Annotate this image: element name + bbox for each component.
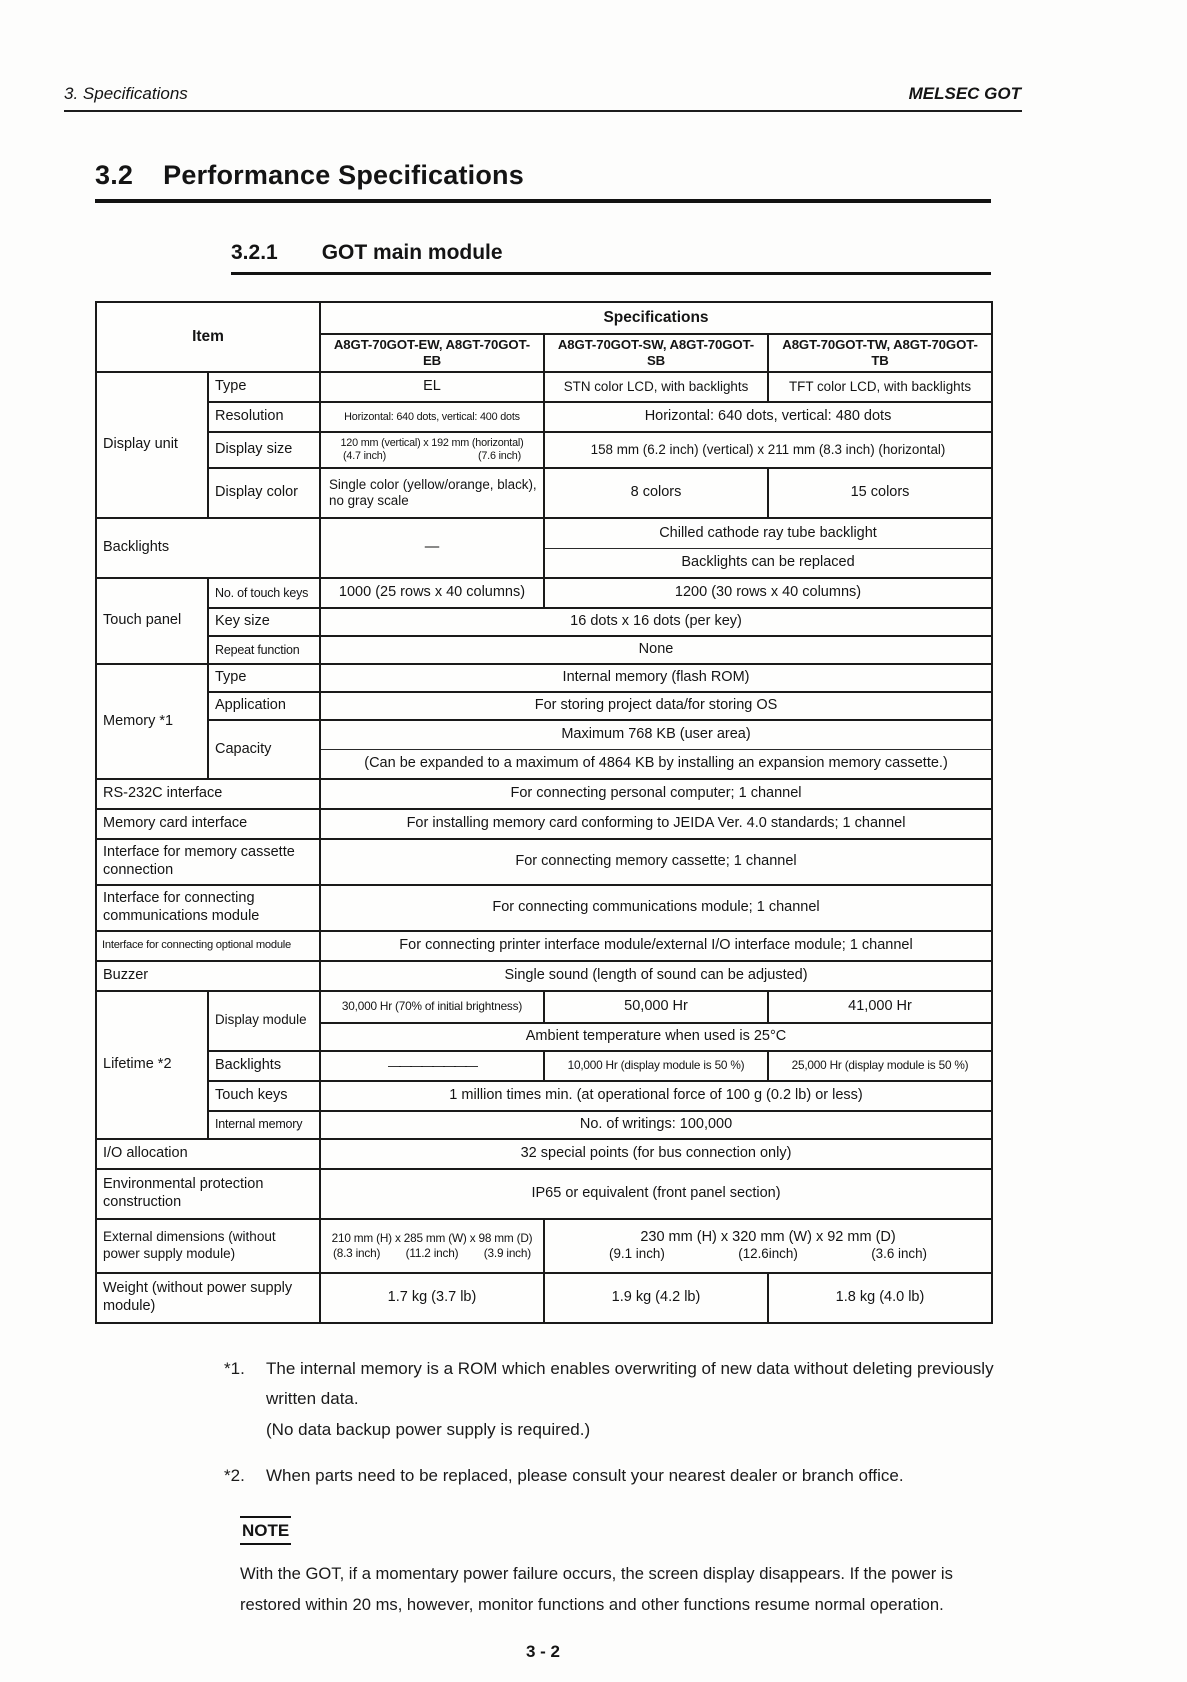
cell-type-label: Type [208,372,320,402]
cell-lifetime-dm-stn: 50,000 Hr [544,991,768,1023]
running-header [0,0,1187,104]
cell-resolution-el: Horizontal: 640 dots, vertical: 400 dots [320,402,544,432]
display-size-inch-h: (7.6 inch) [477,450,521,463]
table-row [96,402,992,432]
cell-env-protection-label: Environmental protection construction [96,1169,320,1219]
cell-rs232c-label: RS-232C interface [96,779,320,809]
page-number: 3 - 2 [525,1642,561,1662]
cell-lifetime-group: Lifetime *2 [96,991,208,1139]
cell-iface-optional-value: For connecting printer interface module/external I/O interface module; 1 channel [320,931,992,961]
backlights-line2: Backlights can be replaced [545,548,991,577]
footnote-1-body [266,1354,994,1446]
cell-type-stn: STN color LCD, with backlights [544,372,768,402]
external-lcd-inch-w: (12.6inch) [738,1246,798,1262]
header-chapter: 3. Specifications [64,84,188,103]
table-row [96,636,992,664]
footnote-2-marker: *2. [224,1466,245,1486]
cell-touch-keys-lcd: 1200 (30 rows x 40 columns) [544,578,992,608]
cell-weight-stn: 1.9 kg (4.2 lb) [544,1273,768,1323]
footnote-2-body [266,1461,904,1492]
cell-lifetime-touch-keys-label: Touch keys [208,1081,320,1111]
cell-display-color-el: Single color (yellow/orange, black), no gray scale [320,468,544,518]
table-row [96,608,992,636]
table-row [96,931,992,961]
cell-touch-keys-el: 1000 (25 rows x 40 columns) [320,578,544,608]
table-row [96,1111,992,1139]
cell-iface-cassette-value: For connecting memory cassette; 1 channel [320,839,992,885]
display-size-el-inches [327,450,537,463]
external-lcd-inch-h: (9.1 inch) [609,1246,665,1262]
external-lcd-inch-d: (3.6 inch) [871,1246,928,1262]
cell-weight-label: Weight (without power supply module) [96,1273,320,1323]
table-row [96,1051,992,1081]
cell-type-el: EL [320,372,544,402]
cell-lifetime-backlights-stn: 10,000 Hr (display module is 50 %) [544,1051,768,1081]
cell-external-dim-el [320,1219,544,1273]
cell-display-size-lcd: 158 mm (6.2 inch) (vertical) x 211 mm (8.3 inch) (horizontal) [544,432,992,468]
cell-env-protection-value: IP65 or equivalent (front panel section) [320,1169,992,1219]
cell-resolution-lcd: Horizontal: 640 dots, vertical: 480 dots [544,402,992,432]
table-row [96,1169,992,1219]
cell-resolution-label: Resolution [208,402,320,432]
table-row [96,1081,992,1111]
cell-buzzer-value: Single sound (length of sound can be adjusted) [320,961,992,991]
cell-memory-card-value: For installing memory card conforming to JEIDA Ver. 4.0 standards; 1 channel [320,809,992,839]
footnote-1-text: The internal memory is a ROM which enables overwriting of new data without deleting previously written data. [266,1358,994,1409]
footnote-2-text: When parts need to be replaced, please consult your nearest dealer or branch office. [266,1466,904,1486]
cell-touch-keys-label: No. of touch keys [208,578,320,608]
cell-io-allocation-label: I/O allocation [96,1139,320,1169]
cell-external-dim-lcd [544,1219,992,1273]
cell-backlights-lcd [544,518,992,578]
cell-type-tft: TFT color LCD, with backlights [768,372,992,402]
cell-memory-card-label: Memory card interface [96,809,320,839]
table-row [96,1139,992,1169]
cell-memory-type-value: Internal memory (flash ROM) [320,664,992,692]
table-row [96,1219,992,1273]
cell-lifetime-display-module-label: Display module [208,991,320,1051]
cell-rs232c-value: For connecting personal computer; 1 channel [320,779,992,809]
cell-lifetime-touch-keys-value: 1 million times min. (at operational force of 100 g (0.2 lb) or less) [320,1081,992,1111]
external-el-inches [327,1246,537,1260]
subsection-heading: GOT main module [321,241,503,264]
subsection-underline [231,272,991,275]
cell-lifetime-internal-memory-label: Internal memory [208,1111,320,1139]
note-title: NOTE [240,1516,291,1545]
table-row [96,468,992,518]
table-row [96,692,992,720]
cell-lifetime-dm-tft: 41,000 Hr [768,991,992,1023]
table-row [96,839,992,885]
external-lcd-mm: 230 mm (H) x 320 mm (W) x 92 mm (D) [640,1228,896,1245]
cell-lifetime-internal-memory-value: No. of writings: 100,000 [320,1111,992,1139]
cell-lifetime-backlights-tft: 25,000 Hr (display module is 50 %) [768,1051,992,1081]
external-el-mm: 210 mm (H) x 285 mm (W) x 98 mm (D) [331,1231,533,1246]
section-heading: Performance Specifications [163,160,524,190]
note-text: With the GOT, if a momentary power failure occurs, the screen display disappears. If the power is restored within 20 ms, however, monitor functions and other functions resume normal operation. [240,1563,953,1614]
table-row [96,720,992,778]
col-header-model-sw-sb: A8GT-70GOT-SW, A8GT-70GOT-SB [544,334,768,372]
table-row [96,779,992,809]
col-header-model-tw-tb: A8GT-70GOT-TW, A8GT-70GOT-TB [768,334,992,372]
cell-display-size-label: Display size [208,432,320,468]
cell-iface-optional-label: Interface for connecting optional module [96,931,320,961]
external-el-inch-w: (11.2 inch) [405,1245,459,1260]
table-row [96,372,992,402]
footnote-2 [224,1461,994,1492]
cell-memory-application-value: For storing project data/for storing OS [320,692,992,720]
cell-lifetime-dm-el: 30,000 Hr (70% of initial brightness) [320,991,544,1023]
capacity-line1: Maximum 768 KB (user area) [561,726,751,743]
table-row [96,664,992,692]
cell-lifetime-backlights-label: Backlights [208,1051,320,1081]
col-header-model-ew-eb: A8GT-70GOT-EW, A8GT-70GOT-EB [320,334,544,372]
section-title [95,160,1187,191]
header-rule [64,110,1022,112]
cell-iface-comm-value: For connecting communications module; 1 channel [320,885,992,931]
display-size-inch-v: (4.7 inch) [343,450,387,463]
cell-display-size-el [320,432,544,468]
table-row [96,302,992,334]
cell-memory-capacity-label: Capacity [208,720,320,778]
cell-weight-tft: 1.8 kg (4.0 lb) [768,1273,992,1323]
cell-weight-el: 1.7 kg (3.7 lb) [320,1273,544,1323]
cell-external-dim-label: External dimensions (without power supply module) [96,1219,320,1273]
col-header-item: Item [96,302,320,372]
cell-memory-type-label: Type [208,664,320,692]
external-el-inch-h: (8.3 inch) [333,1245,381,1260]
footnote-1-text2: (No data backup power supply is required.) [266,1419,591,1439]
footnote-1 [224,1354,994,1446]
section-number: 3.2 [95,160,134,190]
table-row [96,578,992,608]
note-block [240,1516,1000,1620]
cell-key-size-label: Key size [208,608,320,636]
header-product: MELSEC GOT [908,84,1021,103]
col-header-specifications: Specifications [320,302,992,334]
cell-display-color-tft: 15 colors [768,468,992,518]
table-row [96,991,992,1023]
table-row [96,961,992,991]
table-row [96,885,992,931]
cell-display-color-stn: 8 colors [544,468,768,518]
backlights-line1: Chilled cathode ray tube backlight [659,525,877,541]
external-lcd-inches [551,1246,985,1262]
cell-buzzer-label: Buzzer [96,961,320,991]
subsection-title [231,241,1187,265]
footnotes [224,1354,994,1492]
table-row [96,432,992,468]
cell-key-size-value: 16 dots x 16 dots (per key) [320,608,992,636]
cell-memory-capacity-value [320,720,992,778]
cell-memory-application-label: Application [208,692,320,720]
display-size-el-mm: 120 mm (vertical) x 192 mm (horizontal) [340,437,524,450]
footnote-1-marker: *1. [224,1358,245,1378]
external-el-inch-d: (3.9 inch) [483,1245,531,1260]
table-row [96,518,992,578]
cell-lifetime-backlights-el: ———————— [320,1051,544,1081]
table-row [96,1273,992,1323]
cell-repeat-value: None [320,636,992,664]
section-underline [95,199,991,203]
table-row [96,809,992,839]
cell-display-color-label: Display color [208,468,320,518]
cell-iface-cassette-label: Interface for memory cassette connection [96,839,320,885]
cell-io-allocation-value: 32 special points (for bus connection only) [320,1139,992,1169]
spec-table [95,301,993,1324]
cell-backlights-label: Backlights [96,518,320,578]
cell-display-unit-group: Display unit [96,372,208,518]
cell-iface-comm-label: Interface for connecting communications module [96,885,320,931]
cell-lifetime-ambient: Ambient temperature when used is 25°C [320,1023,992,1051]
cell-backlights-el: — [320,518,544,578]
subsection-number: 3.2.1 [231,241,278,264]
cell-repeat-label: Repeat function [208,636,320,664]
capacity-line2: (Can be expanded to a maximum of 4864 KB by installing an expansion memory cassette.) [321,749,991,778]
cell-memory-group: Memory *1 [96,664,208,778]
cell-touch-panel-group: Touch panel [96,578,208,664]
